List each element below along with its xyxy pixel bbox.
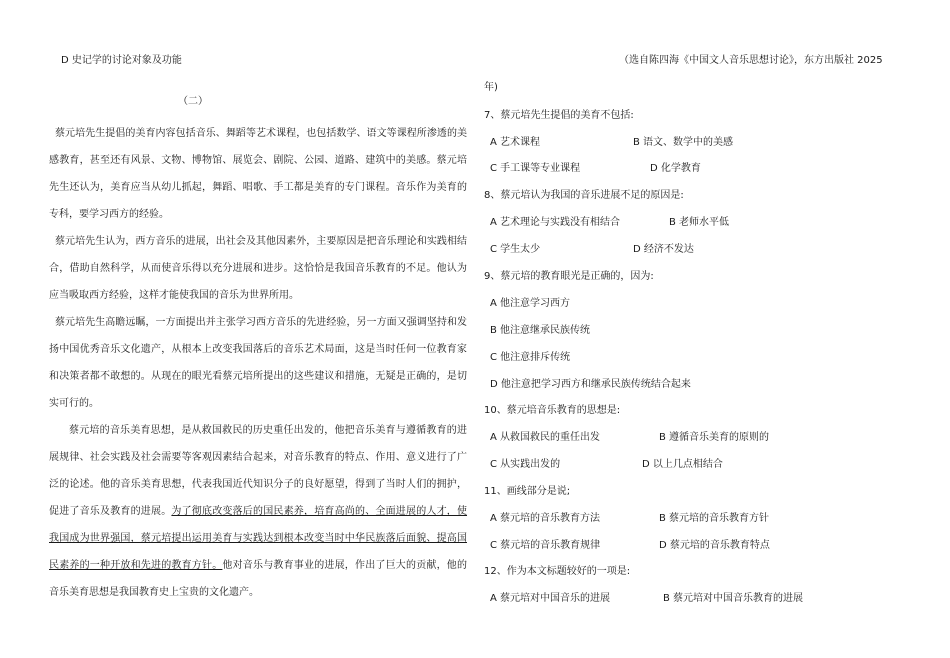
question-8-option-b[interactable]: B 老师水平低	[669, 217, 730, 228]
paragraph-4-text: 蔡元培的音乐美育思想，是从救国救民的历史重任出发的，他把音乐美育与遵循教育的进展规律、社会实践及社会需要等客观因素结合起来，对音乐教育的特点、作用、意义进行了广泛的论述。他的音乐美育思想，代表我国近代知识分子的良好愿望，得到了当时人们的拥护，促进了音乐及教育的进展。	[49, 425, 467, 517]
question-8: 8、蔡元培认为我国的音乐进展不足的原因是:	[484, 190, 684, 201]
question-9-option-d-label: D 他注意把学习西方和继承民族传统结合起来	[490, 379, 691, 390]
source-citation-line2: 年)	[484, 82, 498, 93]
passage-paragraph-2: 蔡元培先生认为，西方音乐的进展，出社会及其他因素外，主要原因是把音乐理论和实践相结合，借助自然科学，从而使音乐得以充分进展和进步。这恰恰是我国音乐教育的不足。他认为应当吸取西方经验，这样才能使我国的音乐为世界所用。	[49, 236, 467, 301]
question-9: 9、蔡元培的教育眼光是正确的，因为:	[484, 271, 654, 282]
question-10-option-c[interactable]: C 从实践出发的	[490, 459, 561, 470]
question-12: 12、作为本文标题较好的一项是:	[484, 566, 631, 577]
question-9-option-a-label: A 他注意学习西方	[490, 298, 571, 309]
passage-paragraph-3: 蔡元培先生高瞻远瞩，一方面提出并主张学习西方音乐的先进经验，另一方面又强调坚持和发扬中国优秀音乐文化遗产，从根本上改变我国落后的音乐艺术局面，这是当时任何一位教育家和决策者都不敢想的。从现在的眼光看蔡元培所提出的这些建议和措施，无疑是正确的，是切实可行的。	[49, 317, 467, 409]
question-11-option-a[interactable]: A 蔡元培的音乐教育方法	[490, 513, 601, 524]
question-7-option-a[interactable]: A 艺术课程	[490, 137, 541, 148]
question-9-option-b-label: B 他注意继承民族传统	[490, 325, 591, 336]
question-9-option-c-label: C 他注意排斥传统	[490, 352, 571, 363]
question-10-option-a[interactable]: A 从救国救民的重任出发	[490, 432, 601, 443]
question-12-option-b[interactable]: B 蔡元培对中国音乐教育的进展	[663, 593, 804, 604]
reading-passage	[49, 120, 467, 606]
question-11-option-b[interactable]: B 蔡元培的音乐教育方针	[659, 513, 770, 524]
question-10-option-d[interactable]: D 以上几点相结合	[642, 459, 723, 470]
section-heading: （二）	[178, 96, 208, 107]
question-12-option-a[interactable]: A 蔡元培对中国音乐的进展	[490, 593, 611, 604]
question-10: 10、蔡元培音乐教育的思想是:	[484, 405, 621, 416]
question-11-option-c[interactable]: C 蔡元培的音乐教育规律	[490, 540, 601, 551]
passage-paragraph-4	[49, 417, 467, 606]
question-11: 11、画线部分是说;	[484, 486, 571, 497]
question-11-option-d[interactable]: D 蔡元培的音乐教育特点	[659, 540, 770, 551]
source-citation-line1: （选自陈四海《中国文人音乐思想讨论》，东方出版社 2025	[619, 55, 883, 66]
underlined-sentence: 为了彻底改变落后的国民素养，培育高尚的、全面进展的人才，使我国成为世界强国，蔡元培提出运用美育与实践达到根本改变当时中华民族落后面貌、提高国民素养的一种开放和先进的教育方针。	[49, 506, 468, 571]
paragraph-4-ending: 他对音乐与教育事业的进展，作出了巨大的贡献，他的音乐美育思想是我国教育史上宝贵的文化遗产。	[49, 560, 468, 598]
question-7: 7、蔡元培先生提倡的美育不包括:	[484, 110, 634, 121]
question-10-option-b[interactable]: B 遵循音乐美育的原则的	[659, 432, 770, 443]
question-7-option-d[interactable]: D 化学教育	[650, 163, 701, 174]
passage-paragraph-1: 蔡元培先生提倡的美育内容包括音乐、舞蹈等艺术课程，也包括数学、语文等课程所渗透的美感教育，甚至还有风景、文物、博物馆、展览会、剧院、公园、道路、建筑中的美感。蔡元培先生还认为，美育应当从幼儿抓起，舞蹈、唱歌、手工都是美育的专门课程。音乐作为美育的专科，要学习西方的经验。	[49, 128, 467, 220]
question-8-option-c[interactable]: C 学生太少	[490, 244, 541, 255]
question-7-option-c[interactable]: C 手工课等专业课程	[490, 163, 581, 174]
question-8-option-d[interactable]: D 经济不发达	[633, 244, 694, 255]
question-7-option-b[interactable]: B 语文、数学中的美感	[633, 137, 734, 148]
question-8-option-a[interactable]: A 艺术理论与实践没有相结合	[490, 217, 621, 228]
previous-question-option-d: D 史记学的讨论对象及功能	[61, 55, 182, 66]
